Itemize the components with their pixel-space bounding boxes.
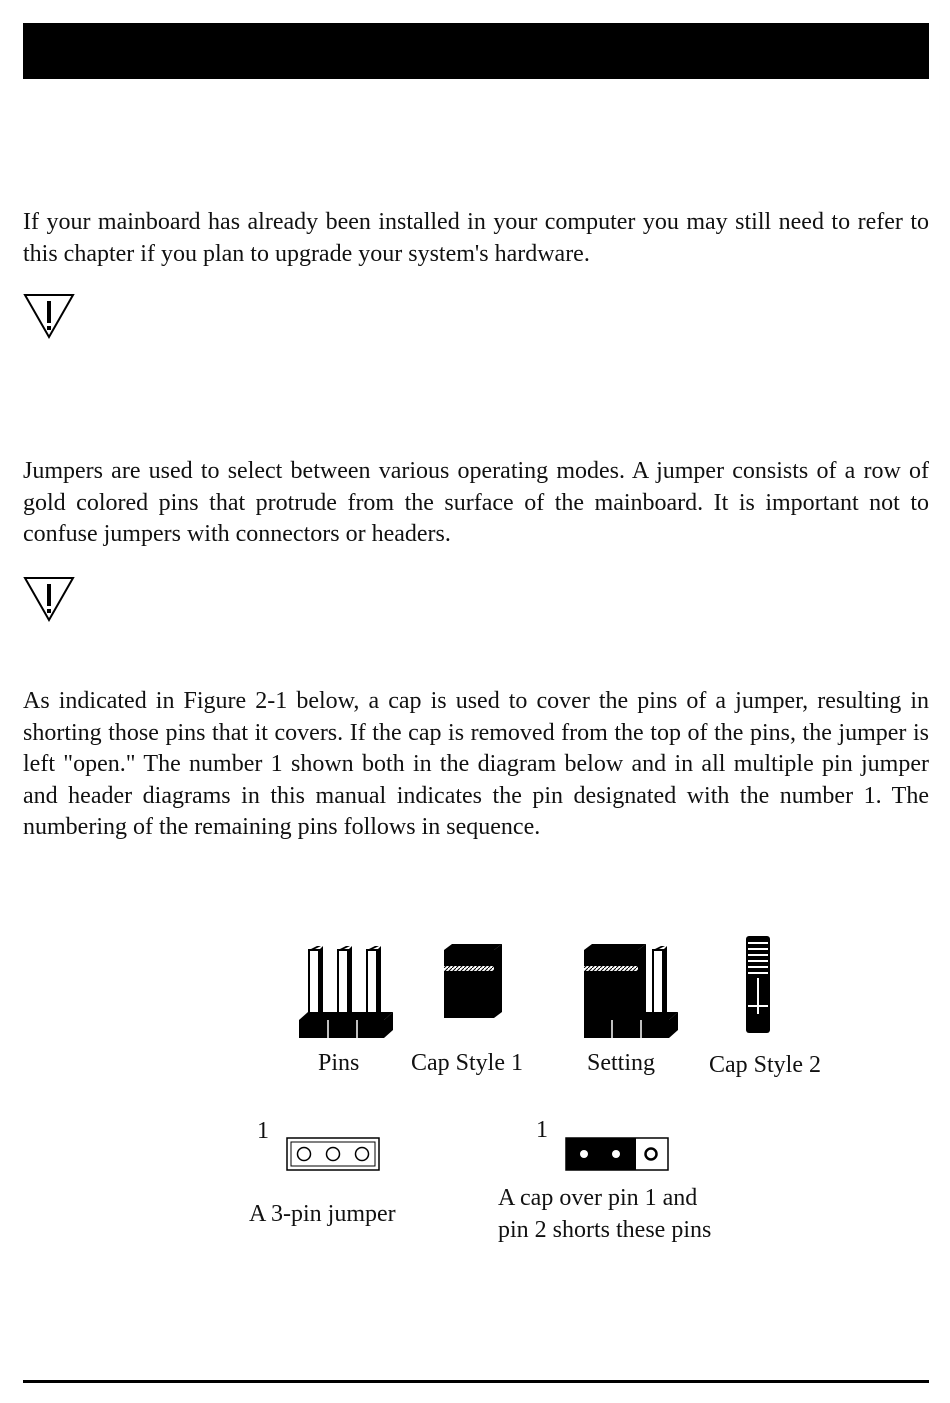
pins-diagram [299,946,393,1038]
three-pin-jumper-diagram [287,1138,379,1170]
pins-label: Pins [318,1050,360,1076]
cap-style-1-diagram [444,944,502,1018]
cap-style-1-label: Cap Style 1 [411,1050,523,1076]
capped-jumper-caption-line1: A cap over pin 1 and [498,1185,698,1211]
cap-style-2-diagram [746,936,770,1033]
cap-style-2-label: Cap Style 2 [709,1052,821,1078]
pin-number-label: 1 [536,1117,548,1143]
three-pin-jumper-caption: A 3-pin jumper [249,1201,396,1227]
pin-number-label: 1 [257,1118,269,1144]
intro-paragraph: If your mainboard has already been installed in your computer you may still need to refer to this chapter if you plan to upgrade your system's hardware. [23,209,929,267]
capped-jumper-diagram [566,1138,668,1170]
setting-diagram [584,944,678,1038]
caps-paragraph: As indicated in Figure 2-1 below, a cap is used to cover the pins of a jumper, resulting in shorting those pins that it covers. If the cap is removed from the top of the pins, the jumper is left "open." The number 1 shown both in the diagram below and in all multiple pin jumper and header diagrams in this manual indicates the pin designated with the number 1. The numbering of the remaining pins follows in sequence. [23,688,929,840]
footer-rule [23,1380,929,1383]
capped-jumper-caption-line2: pin 2 shorts these pins [498,1217,712,1243]
setting-label: Setting [587,1050,656,1076]
jumpers-paragraph: Jumpers are used to select between various operating modes. A jumper consists of a row of gold colored pins that protrude from the surface of the mainboard. It is important not to confuse jumpers with connectors or headers. [23,458,929,547]
